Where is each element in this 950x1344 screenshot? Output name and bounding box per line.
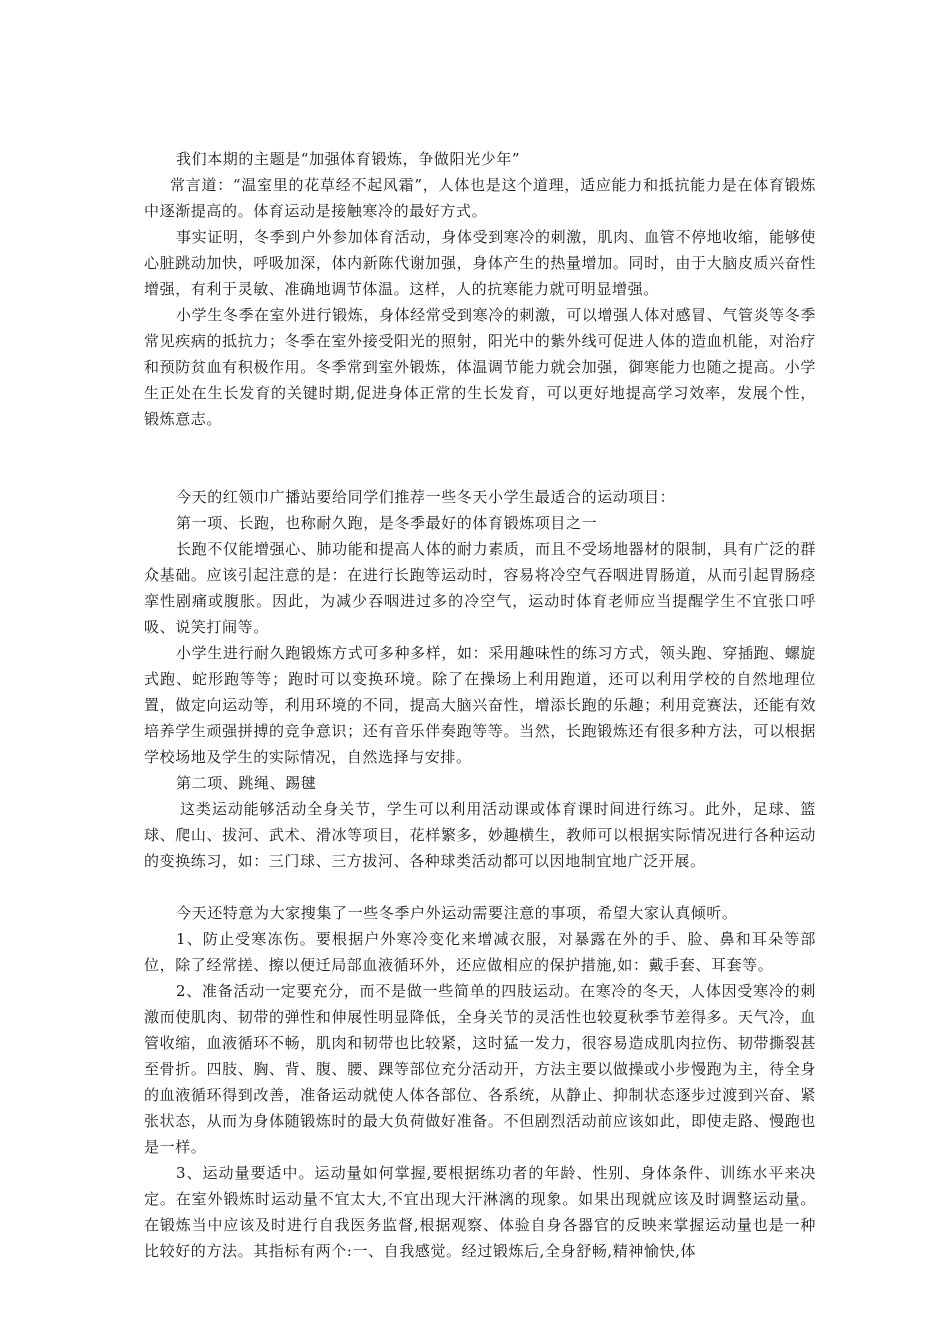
- paragraph-winter-outdoor: 小学生冬季在室外进行锻炼，身体经常受到寒冷的刺激，可以增强人体对感冒、气管炎等冬季常见疾病的抵抗力；冬季在室外接受阳光的照射，阳光中的紫外线可促进人体的造血机能，对治疗和预防贫血有积极作用。冬季常到室外锻炼，体温调节能力就会加强，御寒能力也随之提高。小学生正处在生长发育的关键时期,促进身体正常的生长发育，可以更好地提高学习效率，发展个性，锻炼意志。: [144, 306, 816, 428]
- document-body: [144, 146, 816, 1264]
- note-3: 3、运动量要适中。运动量如何掌握,要根据练功者的年龄、性别、身体条件、训练水平来决定。在室外锻炼时运动量不宜太大,不宜出现大汗淋漓的现象。如果出现就应该及时调整运动量。在锻炼当中应该及时进行自我医务监督,根据观察、体验自身各器官的反映来掌握运动量也是一种比较好的方法。其指标有两个:一、自我感觉。经过锻炼后,全身舒畅,精神愉快,体: [144, 1164, 816, 1260]
- paragraph-evidence: 事实证明，冬季到户外参加体育活动，身体受到寒冷的刺激，肌肉、血管不停地收缩，能够使心脏跳动加快，呼吸加深，体内新陈代谢加强，身体产生的热量增加。同时，由于大脑皮质兴奋性增强，有利于灵敏、准确地调节体温。这样，人的抗寒能力就可明显增强。: [144, 228, 816, 298]
- item-1-title: 第一项、长跑，也称耐久跑，是冬季最好的体育锻炼项目之一: [176, 514, 598, 532]
- paragraph-proverb: 常言道：“温室里的花草经不起风霜”，人体也是这个道理，适应能力和抵抗能力是在体育锻炼中逐渐提高的。体育运动是接触寒冷的最好方式。: [144, 176, 816, 220]
- theme-line: 我们本期的主题是“加强体育锻炼，争做阳光少年”: [176, 150, 521, 168]
- item-1-paragraph-methods: 小学生进行耐久跑锻炼方式可多种多样，如：采用趣味性的练习方式，领头跑、穿插跑、螺旋式跑、蛇形跑等等；跑时可以变换环境。除了在操场上利用跑道，还可以利用学校的自然地理位置，做定向运动等，利用环境的不同，提高大脑兴奋性，增添长跑的乐趣；利用竞赛法，还能有效培养学生顽强拼搏的竞争意识；还有音乐伴奏跑等等。当然，长跑锻炼还有很多种方法，可以根据学校场地及学生的实际情况，自然选择与安排。: [144, 644, 816, 766]
- section-spacer: [144, 432, 816, 484]
- section-spacer: [144, 874, 816, 900]
- note-2: 2、准备活动一定要充分，而不是做一些简单的四肢运动。在寒冷的冬天，人体因受寒冷的刺激而使肌肉、韧带的弹性和伸展性明显降低，全身关节的灵活性也较夏秋季节差得多。天气冷，血管收缩，血液循环不畅，肌肉和韧带也比较紧，这时猛一发力，很容易造成肌肉拉伤、韧带撕裂甚至骨折。四肢、胸、背、腹、腰、踝等部位充分活动开，方法主要以做操或小步慢跑为主，待全身的血液循环得到改善，准备运动就使人体各部位、各系统，从静止、抑制状态逐步过渡到兴奋、紧张状态，从而为身体随锻炼时的最大负荷做好准备。不但剧烈活动前应该如此，即使走路、慢跑也是一样。: [144, 982, 816, 1156]
- item-2-title: 第二项、跳绳、踢毽: [176, 774, 317, 792]
- item-2-paragraph: 这类运动能够活动全身关节，学生可以利用活动课或体育课时间进行练习。此外，足球、篮球、爬山、拔河、武术、滑冰等项目，花样繁多，妙趣横生，教师可以根据实际情况进行各种运动的变换练习，如：三门球、三方拔河、各种球类活动都可以因地制宜地广泛开展。: [144, 800, 816, 870]
- note-1: 1、防止受寒冻伤。要根据户外寒冷变化来增减衣服，对暴露在外的手、脸、鼻和耳朵等部位，除了经常搓、擦以便迁局部血液循环外，还应做相应的保护措施,如：戴手套、耳套等。: [144, 930, 816, 974]
- item-1-paragraph-benefits: 长跑不仅能增强心、肺功能和提高人体的耐力素质，而且不受场地器材的限制，具有广泛的群众基础。应该引起注意的是：在进行长跑等运动时，容易将冷空气吞咽进胃肠道，从而引起胃肠痉挛性剧痛或腹胀。因此，为减少吞咽进过多的冷空气，运动时体育老师应当提醒学生不宜张口呼吸、说笑打闹等。: [144, 540, 816, 636]
- broadcast-intro: 今天的红领巾广播站要给同学们推荐一些冬天小学生最适合的运动项目：: [176, 488, 676, 506]
- notes-intro: 今天还特意为大家搜集了一些冬季户外运动需要注意的事项，希望大家认真倾听。: [176, 904, 738, 922]
